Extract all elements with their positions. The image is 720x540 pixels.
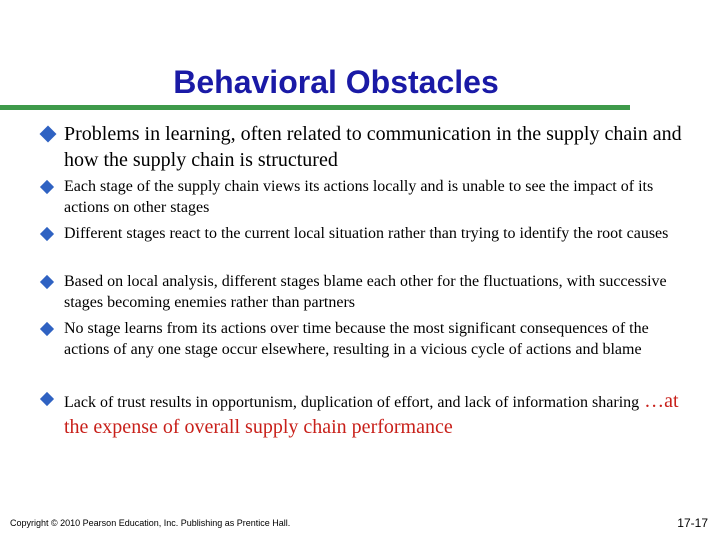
slide-title: Behavioral Obstacles xyxy=(173,64,499,100)
sub-bullet-text: Each stage of the supply chain views its actions locally and is unable to see the impact of its actions on other stages xyxy=(64,178,654,216)
sub-bullet-text-emphasis: …at the expense of overall supply chain performance xyxy=(64,390,679,438)
sub-bullet-text: Based on local analysis, different stages blame each other for the fluctuations, with successive stages becoming enemies rather than partners xyxy=(64,273,667,311)
sub-bullet-text-plain: Lack of trust results in opportunism, duplication of effort, and lack of information sharing xyxy=(64,394,640,411)
main-bullet-text: Problems in learning, often related to communication in the supply chain and how the supply chain is structured xyxy=(64,123,682,171)
diamond-bullet-icon xyxy=(40,180,54,194)
sub-bullet-text: No stage learns from its actions over time because the most significant consequences of the actions of any one stage occur elsewhere, resulting in a vicious cycle of actions and blame xyxy=(64,320,649,358)
copyright-notice: Copyright © 2010 Pearson Education, Inc. Publishing as Prentice Hall. xyxy=(10,518,291,528)
diamond-bullet-icon xyxy=(40,126,57,143)
diamond-bullet-icon xyxy=(40,275,54,289)
title-underline xyxy=(0,105,630,110)
page-number: 17-17 xyxy=(677,516,708,530)
diamond-bullet-icon xyxy=(40,392,54,406)
sub-bullet-text xyxy=(64,389,682,441)
diamond-bullet-icon xyxy=(40,322,54,336)
sub-bullet-text: Different stages react to the current local situation rather than trying to identify the root causes xyxy=(64,225,669,242)
diamond-bullet-icon xyxy=(40,227,54,241)
